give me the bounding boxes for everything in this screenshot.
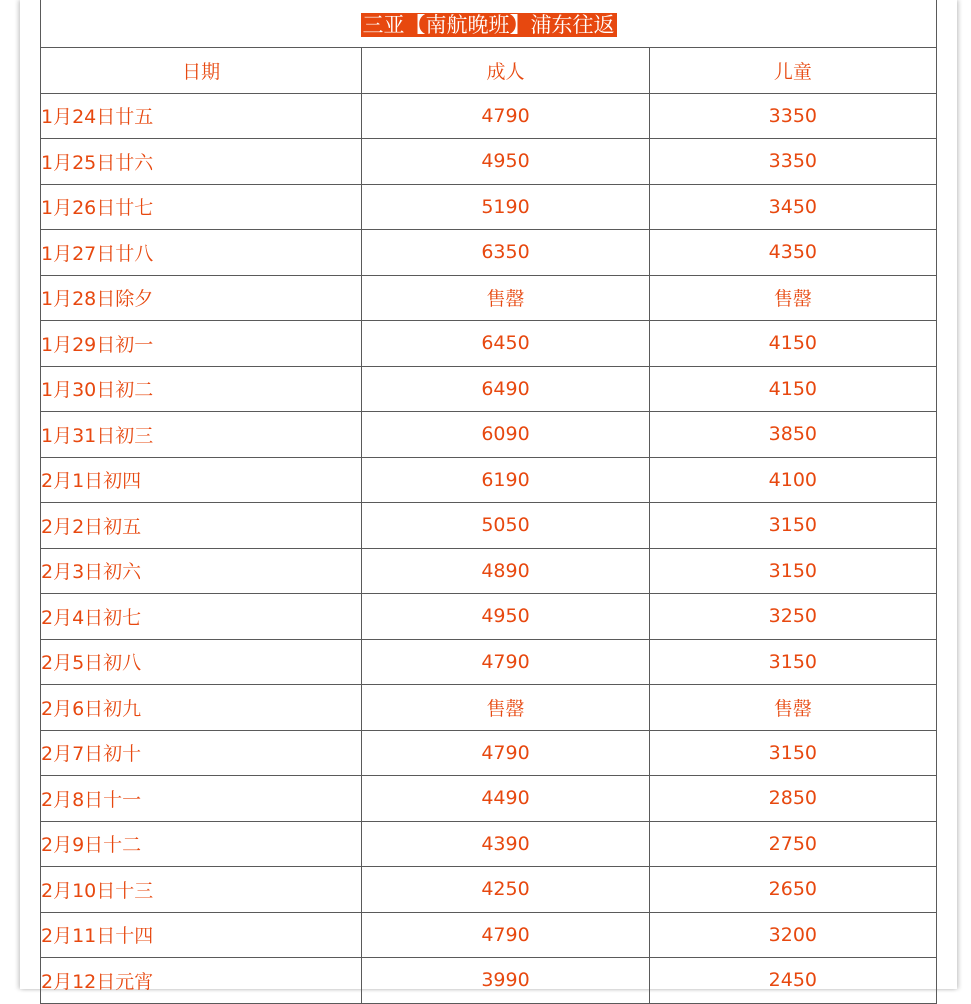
table-row: [41, 139, 937, 185]
child-price-cell: 2750: [649, 821, 936, 867]
adult-price-cell: 售罄: [362, 275, 649, 321]
date-cell: 2月2日初五: [41, 503, 362, 549]
adult-price-cell: 4890: [362, 548, 649, 594]
child-price-cell: 4100: [649, 457, 936, 503]
table-header-row: [41, 48, 937, 94]
table-row: [41, 230, 937, 276]
adult-price-cell: 3990: [362, 958, 649, 1004]
table-row: [41, 93, 937, 139]
table-row: [41, 685, 937, 731]
adult-price-cell: 4390: [362, 821, 649, 867]
adult-price-cell: 4790: [362, 639, 649, 685]
child-price-cell: 3350: [649, 139, 936, 185]
child-price-cell: 3850: [649, 412, 936, 458]
adult-price-cell: 6090: [362, 412, 649, 458]
child-price-cell: 售罄: [649, 275, 936, 321]
table-row: [41, 776, 937, 822]
table-row: [41, 457, 937, 503]
date-cell: 1月31日初三: [41, 412, 362, 458]
date-cell: 2月10日十三: [41, 867, 362, 913]
table-row: [41, 958, 937, 1004]
child-price-cell: 2850: [649, 776, 936, 822]
header-child: 儿童: [649, 48, 936, 94]
child-price-cell: 3250: [649, 594, 936, 640]
child-price-cell: 3150: [649, 548, 936, 594]
table-row: [41, 594, 937, 640]
table-row: [41, 639, 937, 685]
adult-price-cell: 4950: [362, 594, 649, 640]
date-cell: 2月4日初七: [41, 594, 362, 640]
table-title-cell: [41, 0, 937, 48]
date-cell: 1月26日廿七: [41, 184, 362, 230]
adult-price-cell: 售罄: [362, 685, 649, 731]
adult-price-cell: 6490: [362, 366, 649, 412]
child-price-cell: 3150: [649, 730, 936, 776]
table-row: [41, 412, 937, 458]
date-cell: 2月5日初八: [41, 639, 362, 685]
header-adult: 成人: [362, 48, 649, 94]
date-cell: 1月27日廿八: [41, 230, 362, 276]
child-price-cell: 3150: [649, 503, 936, 549]
date-cell: 2月8日十一: [41, 776, 362, 822]
date-cell: 2月1日初四: [41, 457, 362, 503]
table-row: [41, 321, 937, 367]
adult-price-cell: 4790: [362, 730, 649, 776]
date-cell: 2月6日初九: [41, 685, 362, 731]
child-price-cell: 3200: [649, 912, 936, 958]
header-date: 日期: [41, 48, 362, 94]
date-cell: 2月7日初十: [41, 730, 362, 776]
table-title: 三亚【南航晚班】浦东往返: [362, 13, 615, 37]
table-title-row: [41, 0, 937, 48]
price-table: [40, 0, 937, 1004]
child-price-cell: 售罄: [649, 685, 936, 731]
child-price-cell: 3350: [649, 93, 936, 139]
child-price-cell: 4150: [649, 366, 936, 412]
adult-price-cell: 4250: [362, 867, 649, 913]
adult-price-cell: 4790: [362, 912, 649, 958]
table-row: [41, 275, 937, 321]
child-price-cell: 2450: [649, 958, 936, 1004]
date-cell: 1月30日初二: [41, 366, 362, 412]
date-cell: 1月28日除夕: [41, 275, 362, 321]
child-price-cell: 2650: [649, 867, 936, 913]
adult-price-cell: 4790: [362, 93, 649, 139]
adult-price-cell: 5190: [362, 184, 649, 230]
adult-price-cell: 4490: [362, 776, 649, 822]
date-cell: 2月12日元宵: [41, 958, 362, 1004]
table-row: [41, 184, 937, 230]
child-price-cell: 3150: [649, 639, 936, 685]
date-cell: 1月29日初一: [41, 321, 362, 367]
child-price-cell: 3450: [649, 184, 936, 230]
date-cell: 1月25日廿六: [41, 139, 362, 185]
date-cell: 2月11日十四: [41, 912, 362, 958]
adult-price-cell: 6350: [362, 230, 649, 276]
child-price-cell: 4150: [649, 321, 936, 367]
adult-price-cell: 5050: [362, 503, 649, 549]
adult-price-cell: 6450: [362, 321, 649, 367]
date-cell: 2月3日初六: [41, 548, 362, 594]
page-container: [20, 0, 957, 993]
price-table-body: [41, 0, 937, 1003]
adult-price-cell: 6190: [362, 457, 649, 503]
date-cell: 1月24日廿五: [41, 93, 362, 139]
date-cell: 2月9日十二: [41, 821, 362, 867]
table-row: [41, 912, 937, 958]
adult-price-cell: 4950: [362, 139, 649, 185]
table-row: [41, 548, 937, 594]
table-row: [41, 821, 937, 867]
child-price-cell: 4350: [649, 230, 936, 276]
table-row: [41, 366, 937, 412]
table-row: [41, 503, 937, 549]
table-row: [41, 730, 937, 776]
table-row: [41, 867, 937, 913]
